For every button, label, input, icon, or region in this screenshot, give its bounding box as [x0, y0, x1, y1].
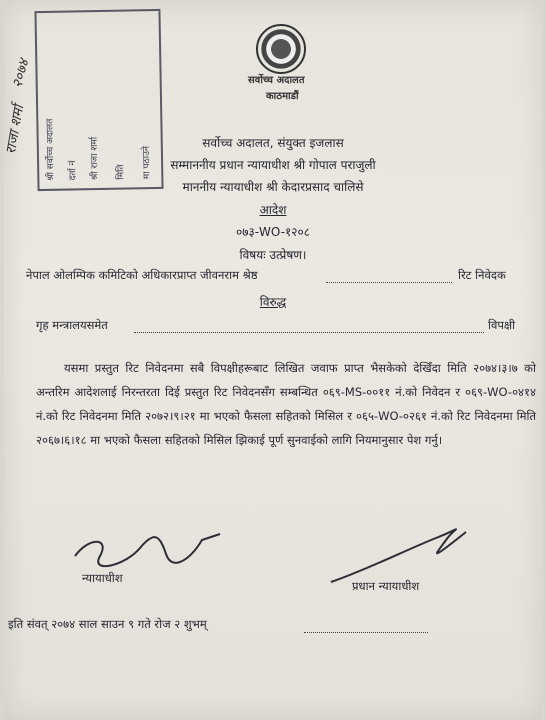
versus: विरुद्ध: [259, 295, 287, 309]
stamp-line: श्री राजा शर्मा: [89, 136, 101, 181]
dotted-leader: [134, 332, 484, 333]
court-seal-icon: [256, 24, 306, 74]
margin-handwriting: २०७४: [9, 57, 33, 90]
stamp-line: मिति: [116, 164, 127, 180]
justice: माननीय न्यायाधीश श्री केदारप्रसाद चालिसे: [182, 180, 364, 194]
subject: विषयः उत्प्रेषण।: [239, 248, 307, 262]
case-number: ०७३-WO-१२०८: [236, 225, 310, 239]
stamp-line: दर्ता नं: [68, 160, 79, 181]
order-heading: आदेश: [259, 203, 287, 217]
margin-handwriting: राजा शर्मा: [3, 103, 28, 156]
chief-justice: सम्माननीय प्रधान न्यायाधीश श्री गोपाल पराजुली: [170, 158, 376, 172]
stamp-line: श्री सर्वोच्च अदालत: [45, 118, 57, 181]
document-page: [4, 0, 542, 720]
chief-justice-label: प्रधान न्यायाधीश: [352, 579, 420, 593]
stamp-line: मा पठाउने: [141, 145, 153, 180]
dotted-leader: [326, 282, 452, 283]
petitioner: नेपाल ओलम्पिक कमिटिको अधिकारप्राप्त जीवनराम श्रेष्ठ: [26, 268, 258, 282]
petitioner-role: रिट निवेदक: [458, 268, 506, 282]
respondent-role: विपक्षी: [488, 318, 516, 332]
dotted-leader: [304, 632, 428, 633]
court-name: सर्वोच्च अदालत, संयुक्त इजलास: [202, 136, 344, 150]
date-line: इति संवत् २०७४ साल साउन ९ गते रोज २ शुभम्: [8, 617, 207, 631]
judge-label: न्यायाधीश: [82, 571, 123, 585]
order-paragraph: यसमा प्रस्तुत रिट निवेदनमा सबै विपक्षीहरूबाट लिखित जवाफ प्राप्त भैसकेको देखिँदा मिति २०७४।३।७ को अन्तरिम आदेशलाई निरन्तरता दिई प्रस्तुत रिट निवेदनसँग सम्बन्धित ०६९-MS-००११ नं.को निवेदन र ०६९-WO-०४१४ नं.को रिट निवेदनमा मिति २०७२।९।२१ मा भएको फैसला सहितको मिसिल र ०६५-WO-०२६१ नं.को रिट निवेदनमा मिति २०६७।६।१८ मा भएको फैसला सहितको मिसिल झिकाई पूर्ण सुनवाईको लागि नियमानुसार पेश गर्नु।: [36, 361, 536, 447]
seal-text: सर्वोच्च अदालत: [248, 75, 305, 86]
respondent: गृह मन्त्रालयसमेत: [36, 318, 108, 332]
seal-text: काठमाडौं: [266, 91, 299, 102]
signature-judge: [70, 526, 230, 576]
